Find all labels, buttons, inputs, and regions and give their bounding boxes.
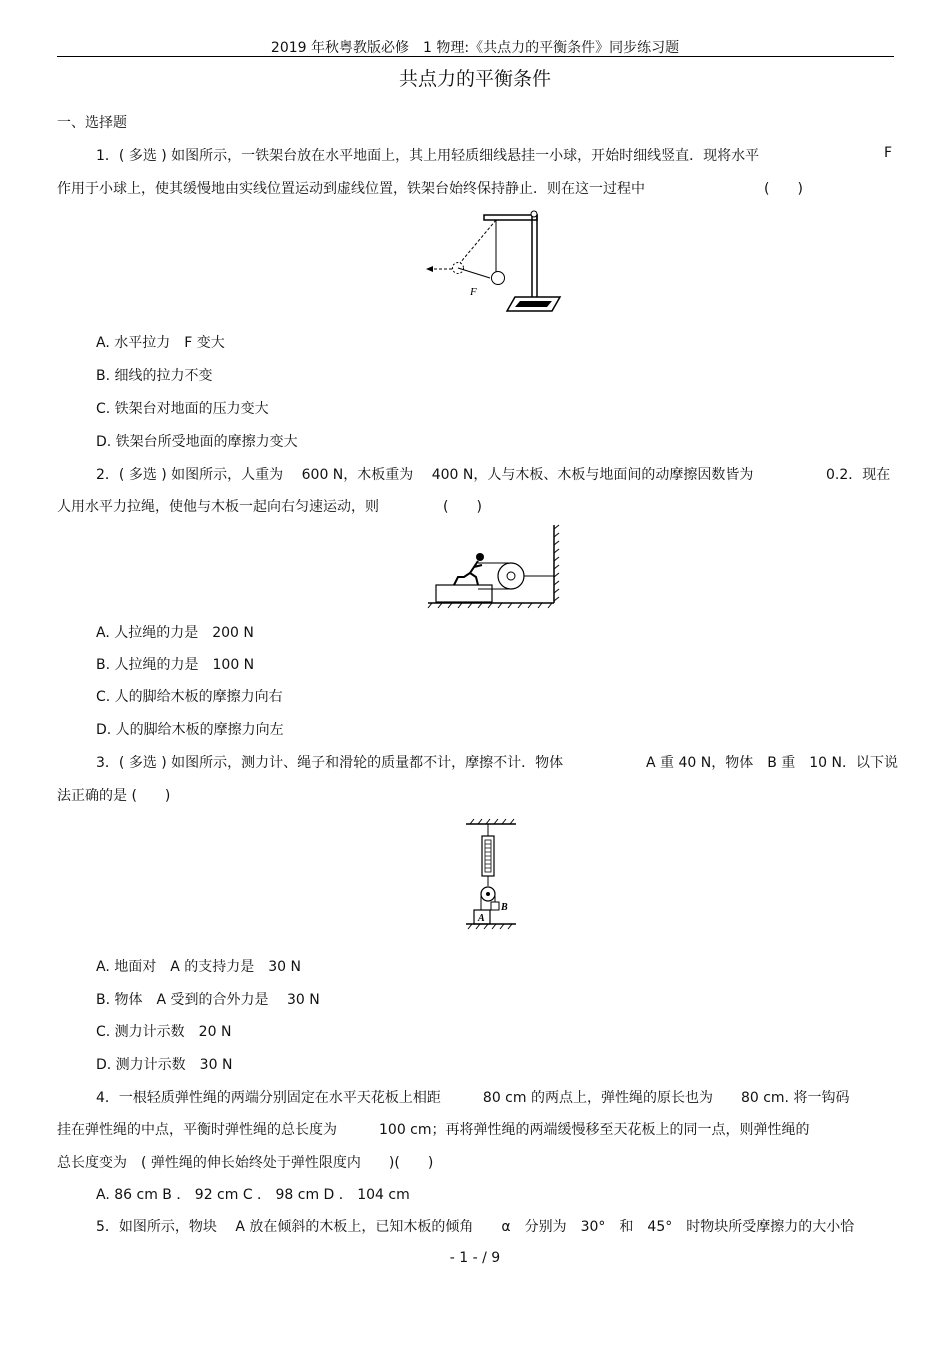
q2-line1: 2．( 多选 ) 如图所示，人重为 600 N，木板重为 400 N，人与木板、木板与地面间的动摩擦因数皆为: [96, 467, 754, 483]
q3-option-c: C. 测力计示数 20 N: [96, 1024, 232, 1040]
q1-force-label: F: [470, 286, 477, 298]
q2-option-a: A. 人拉绳的力是 200 N: [96, 625, 254, 641]
header-rule: [57, 56, 894, 57]
q1-option-c: C. 铁架台对地面的压力变大: [96, 401, 269, 417]
q3-label-b: B: [501, 902, 508, 913]
q1-option-a: A. 水平拉力 F 变大: [96, 335, 225, 351]
q4-line1: 4．一根轻质弹性绳的两端分别固定在水平天花板上相距 80 cm 的两点上，弹性绳的原长也为 80 cm. 将一钩码: [96, 1090, 850, 1106]
q4-line3: 总长度变为 ( 弹性绳的伸长始终处于弹性限度内 )( ): [57, 1155, 434, 1171]
q2-option-c: C. 人的脚给木板的摩擦力向右: [96, 689, 283, 705]
q5-line1: 5．如图所示，物块 A 放在倾斜的木板上，已知木板的倾角 α 分别为 30° 和 45° 时物块所受摩擦力的大小恰: [96, 1219, 855, 1235]
q3-line1: 3．( 多选 ) 如图所示，测力计、绳子和滑轮的质量都不计，摩擦不计．物体: [96, 755, 564, 771]
page-title: 共点力的平衡条件: [398, 68, 551, 90]
page-header: 2019 年秋粤教版必修 1 物理:《共点力的平衡条件》同步练习题: [270, 40, 680, 56]
q3-option-a: A. 地面对 A 的支持力是 30 N: [96, 959, 301, 975]
q1-line1: 1．( 多选 ) 如图所示，一铁架台放在水平地面上，其上用轻质细线悬挂一小球，开始时细线竖直．现将水平: [96, 148, 760, 164]
q4-options: A. 86 cm B ． 92 cm C ． 98 cm D ． 104 cm: [96, 1187, 410, 1203]
q2-option-d: D. 人的脚给木板的摩擦力向左: [96, 722, 284, 738]
q1-line2: 作用于小球上，使其缓慢地由实线位置运动到虚线位置，铁架台始终保持静止．则在这一过程中: [57, 181, 645, 197]
q2-line1-end: 0.2．现在: [826, 467, 891, 483]
q2-figure-person-pulley: [428, 525, 563, 610]
q3-option-b: B. 物体 A 受到的合外力是 30 N: [96, 992, 320, 1008]
q3-option-d: D. 测力计示数 30 N: [96, 1057, 233, 1073]
q2-option-b: B. 人拉绳的力是 100 N: [96, 657, 255, 673]
q4-line2: 挂在弹性绳的中点，平衡时弹性绳的总长度为 100 cm；再将弹性绳的两端缓慢移至天花板上的同一点，则弹性绳的: [57, 1122, 810, 1138]
q3-line2: 法正确的是 ( ): [57, 788, 171, 804]
q3-line1-end: A 重 40 N，物体 B 重 10 N．以下说: [646, 755, 899, 771]
q3-figure-spring-scale: [462, 818, 522, 933]
q3-label-a: A: [478, 913, 485, 924]
q1-answer-paren: ( ): [764, 181, 803, 197]
q2-line2: 人用水平力拉绳，使他与木板一起向右匀速运动，则: [57, 499, 379, 515]
section-heading: 一、选择题: [57, 115, 127, 131]
page-number: - 1 - / 9: [449, 1250, 501, 1266]
q2-answer-paren: ( ): [443, 499, 482, 515]
q1-option-b: B. 细线的拉力不变: [96, 368, 213, 384]
q1-option-d: D. 铁架台所受地面的摩擦力变大: [96, 434, 298, 450]
q1-line1-end: F: [884, 145, 893, 161]
q1-figure-iron-stand: [420, 205, 560, 325]
